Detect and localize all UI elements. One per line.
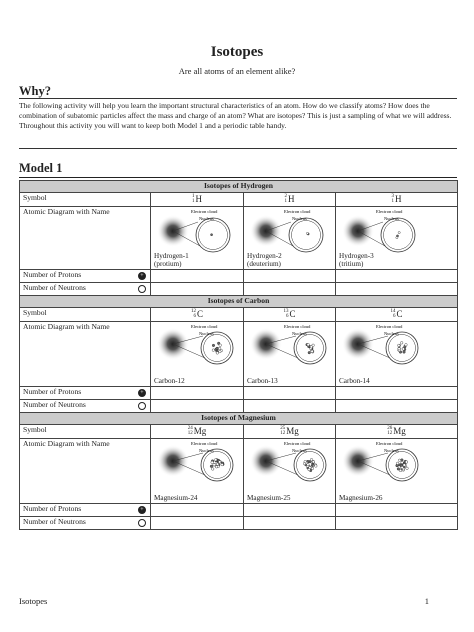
nucleus-label: Nucleus	[292, 216, 307, 221]
proton-key-icon: +	[138, 389, 146, 397]
neutron-particle	[309, 466, 312, 469]
isotope-name	[339, 494, 383, 502]
neutron-key-icon	[138, 519, 146, 527]
isotope-symbol	[244, 193, 336, 207]
neutron-particle	[405, 344, 408, 347]
neutron-particle	[218, 461, 221, 464]
isotope-name-text: Hydrogen-3	[339, 252, 374, 260]
neutron-particle	[311, 467, 314, 470]
neutron-particle	[211, 468, 214, 471]
divider	[19, 98, 457, 99]
answer-cell[interactable]	[244, 387, 336, 400]
electron-cloud-label: Electron cloud	[191, 324, 218, 329]
neutron-particle	[396, 237, 398, 239]
neutron-particle	[400, 342, 403, 345]
symbol-label: Symbol	[20, 425, 151, 439]
neutrons-label: Number of Neutrons	[20, 283, 151, 296]
neutron-particle	[401, 461, 404, 464]
answer-cell[interactable]	[244, 400, 336, 413]
diagram-label: Atomic Diagram with Name	[20, 322, 151, 387]
isotope-common-name: (protium)	[154, 260, 182, 268]
isotope-name-text: Hydrogen-1	[154, 252, 189, 260]
neutron-particle	[304, 460, 307, 463]
atomic-number: 12	[280, 430, 286, 436]
neutron-particle	[310, 346, 313, 349]
isotope-name	[247, 377, 278, 385]
neutron-particle	[398, 347, 401, 350]
mass-number: 3	[391, 193, 394, 199]
element-symbol: Mg	[193, 425, 207, 436]
mass-number: 26	[387, 425, 393, 431]
electron-cloud-label: Electron cloud	[376, 209, 403, 214]
neutron-particle	[402, 348, 405, 351]
isotope-name	[339, 377, 370, 385]
mass-number: 12	[190, 308, 196, 314]
isotope-symbol	[244, 425, 336, 439]
nucleus-label: Nucleus	[199, 216, 214, 221]
nucleus-label: Nucleus	[384, 448, 399, 453]
neutron-particle	[216, 352, 219, 355]
proton-particle	[403, 351, 406, 354]
answer-cell[interactable]	[336, 504, 458, 517]
nucleus-label: Nucleus	[292, 448, 307, 453]
atomic-diagram-cell	[244, 207, 336, 270]
atomic-diagram-cell	[151, 439, 244, 504]
isotope-name-text: Magnesium-25	[247, 494, 291, 502]
proton-particle	[210, 234, 212, 236]
isotope-symbol	[151, 308, 244, 322]
neutron-key-icon	[138, 402, 146, 410]
neutron-key-icon	[138, 285, 146, 293]
atomic-number: 12	[187, 430, 193, 436]
neutron-particle	[218, 347, 221, 350]
answer-cell[interactable]	[151, 387, 244, 400]
answer-cell[interactable]	[336, 517, 458, 530]
section-header: Isotopes of Carbon	[20, 296, 458, 308]
element-symbol: Mg	[286, 425, 299, 436]
symbol-label: Symbol	[20, 193, 151, 207]
isotope-symbol	[336, 308, 458, 322]
nucleus-label: Nucleus	[292, 331, 307, 336]
answer-cell[interactable]	[151, 270, 244, 283]
isotope-name	[339, 252, 374, 268]
nucleus-label: Nucleus	[384, 331, 399, 336]
element-symbol: C	[396, 308, 403, 319]
neutron-particle	[213, 463, 216, 466]
nucleus-zoom-circle	[289, 218, 323, 252]
neutron-particle	[398, 231, 400, 233]
electron-cloud-label: Electron cloud	[284, 441, 311, 446]
answer-cell[interactable]	[336, 283, 458, 296]
atomic-number: 6	[193, 313, 196, 319]
answer-cell[interactable]	[244, 517, 336, 530]
proton-key-icon: +	[138, 506, 146, 514]
nucleus-label: Nucleus	[199, 331, 214, 336]
answer-cell[interactable]	[151, 504, 244, 517]
isotope-symbol	[151, 193, 244, 207]
atomic-number: 12	[387, 430, 393, 436]
electron-cloud-label: Electron cloud	[191, 441, 218, 446]
atomic-number: 6	[392, 313, 396, 319]
neutron-particle	[212, 349, 215, 352]
proton-particle	[308, 351, 311, 354]
neutrons-label: Number of Neutrons	[20, 517, 151, 530]
protons-label: Number of Protons +	[20, 387, 151, 400]
divider	[19, 148, 457, 149]
isotopes-table	[19, 180, 458, 530]
isotope-name-text: Magnesium-24	[154, 494, 198, 502]
answer-cell[interactable]	[244, 270, 336, 283]
mass-number: 14	[390, 308, 396, 314]
isotope-name-text: Carbon-13	[247, 377, 278, 385]
atomic-diagram-cell	[151, 207, 244, 270]
neutron-particle	[405, 461, 408, 464]
mass-number: 13	[283, 308, 289, 314]
atomic-diagram-cell	[244, 322, 336, 387]
atomic-diagram-cell	[151, 322, 244, 387]
atomic-diagram-cell	[336, 207, 458, 270]
section-header: Isotopes of Hydrogen	[20, 181, 458, 193]
model-heading: Model 1	[19, 161, 63, 175]
isotope-name-text: Magnesium-26	[339, 494, 383, 502]
diagram-label: Atomic Diagram with Name	[20, 439, 151, 504]
isotope-common-name: (tritium)	[339, 260, 364, 268]
why-heading: Why?	[19, 84, 51, 98]
answer-cell[interactable]	[336, 400, 458, 413]
answer-cell[interactable]	[151, 517, 244, 530]
nucleus-zoom-circle	[294, 449, 326, 481]
neutron-particle	[403, 464, 406, 467]
intro-paragraph: The following activity will help you learn the important structural characteristics of an atom. How do we classify atoms? How does the combination of subatomic particles affect the mass and charge of an atom? What are isotopes? This is just a sampling of what we will address. Throughout this activity you will want to keep both Model 1 and a periodic table handy.	[19, 101, 452, 131]
isotope-name	[247, 494, 291, 502]
isotope-name	[154, 377, 185, 385]
mass-number: 24	[187, 425, 193, 431]
isotope-symbol	[336, 193, 458, 207]
page-number: 1	[424, 596, 429, 606]
neutron-particle	[399, 469, 402, 472]
isotope-name	[154, 494, 198, 502]
atomic-number: 1	[284, 198, 287, 204]
neutron-particle	[307, 343, 310, 346]
neutron-particle	[311, 350, 314, 353]
isotope-common-name: (deuterium)	[247, 260, 281, 268]
neutron-particle	[219, 350, 222, 353]
answer-cell[interactable]	[151, 400, 244, 413]
nucleus-label: Nucleus	[384, 216, 399, 221]
answer-cell[interactable]	[336, 387, 458, 400]
neutron-particle	[396, 462, 399, 465]
atomic-diagram-cell	[336, 322, 458, 387]
electron-cloud-label: Electron cloud	[376, 324, 403, 329]
protons-label: Number of Protons +	[20, 504, 151, 517]
isotope-name	[247, 252, 282, 268]
element-symbol: C	[289, 308, 296, 319]
atomic-number: 1	[192, 198, 195, 204]
footer-title: Isotopes	[19, 596, 48, 606]
isotope-name-text: Carbon-12	[154, 377, 185, 385]
divider	[19, 177, 457, 178]
element-symbol: Mg	[393, 425, 406, 436]
nucleus-zoom-circle	[196, 218, 230, 252]
neutron-particle	[312, 461, 315, 464]
section-header: Isotopes of Magnesium	[20, 413, 458, 425]
atomic-diagram-cell	[336, 439, 458, 504]
electron-cloud-label: Electron cloud	[284, 209, 311, 214]
neutron-particle	[401, 466, 404, 469]
answer-cell[interactable]	[244, 504, 336, 517]
atomic-number: 6	[285, 313, 289, 319]
mass-number: 2	[284, 193, 287, 199]
electron-cloud-label: Electron cloud	[284, 324, 311, 329]
mass-number: 25	[280, 425, 286, 431]
page-subtitle: Are all atoms of an element alike?	[178, 66, 296, 76]
neutron-particle	[398, 459, 401, 462]
isotope-symbol	[244, 308, 336, 322]
answer-cell[interactable]	[336, 270, 458, 283]
neutron-particle	[306, 232, 308, 234]
symbol-label: Symbol	[20, 308, 151, 322]
protons-label: Number of Protons +	[20, 270, 151, 283]
isotope-name-text: Hydrogen-2	[247, 252, 282, 260]
neutron-particle	[214, 458, 217, 461]
answer-cell[interactable]	[151, 283, 244, 296]
neutron-particle	[310, 458, 313, 461]
diagram-label: Atomic Diagram with Name	[20, 207, 151, 270]
isotope-symbol	[336, 425, 458, 439]
mass-number: 1	[192, 193, 195, 199]
neutrons-label: Number of Neutrons	[20, 400, 151, 413]
proton-particle	[210, 465, 213, 468]
electron-cloud-label: Electron cloud	[376, 441, 403, 446]
element-symbol: H	[195, 193, 202, 204]
nucleus-label: Nucleus	[199, 448, 214, 453]
element-symbol: H	[288, 193, 295, 204]
neutron-particle	[215, 465, 218, 468]
neutron-particle	[221, 463, 224, 466]
proton-key-icon: +	[138, 272, 146, 280]
atomic-number: 1	[391, 198, 394, 204]
neutron-particle	[406, 467, 409, 470]
isotope-name-text: Carbon-14	[339, 377, 370, 385]
neutron-particle	[315, 465, 318, 468]
neutron-particle	[211, 461, 214, 464]
isotope-name	[154, 252, 189, 268]
answer-cell[interactable]	[244, 283, 336, 296]
proton-particle	[216, 347, 219, 350]
atomic-diagram-cell	[244, 439, 336, 504]
neutron-particle	[398, 344, 401, 347]
page-title: Isotopes	[210, 44, 264, 60]
element-symbol: H	[395, 193, 402, 204]
neutron-particle	[219, 344, 222, 347]
isotope-symbol	[151, 425, 244, 439]
proton-particle	[212, 344, 215, 347]
electron-cloud-label: Electron cloud	[191, 209, 218, 214]
element-symbol: C	[196, 308, 203, 319]
